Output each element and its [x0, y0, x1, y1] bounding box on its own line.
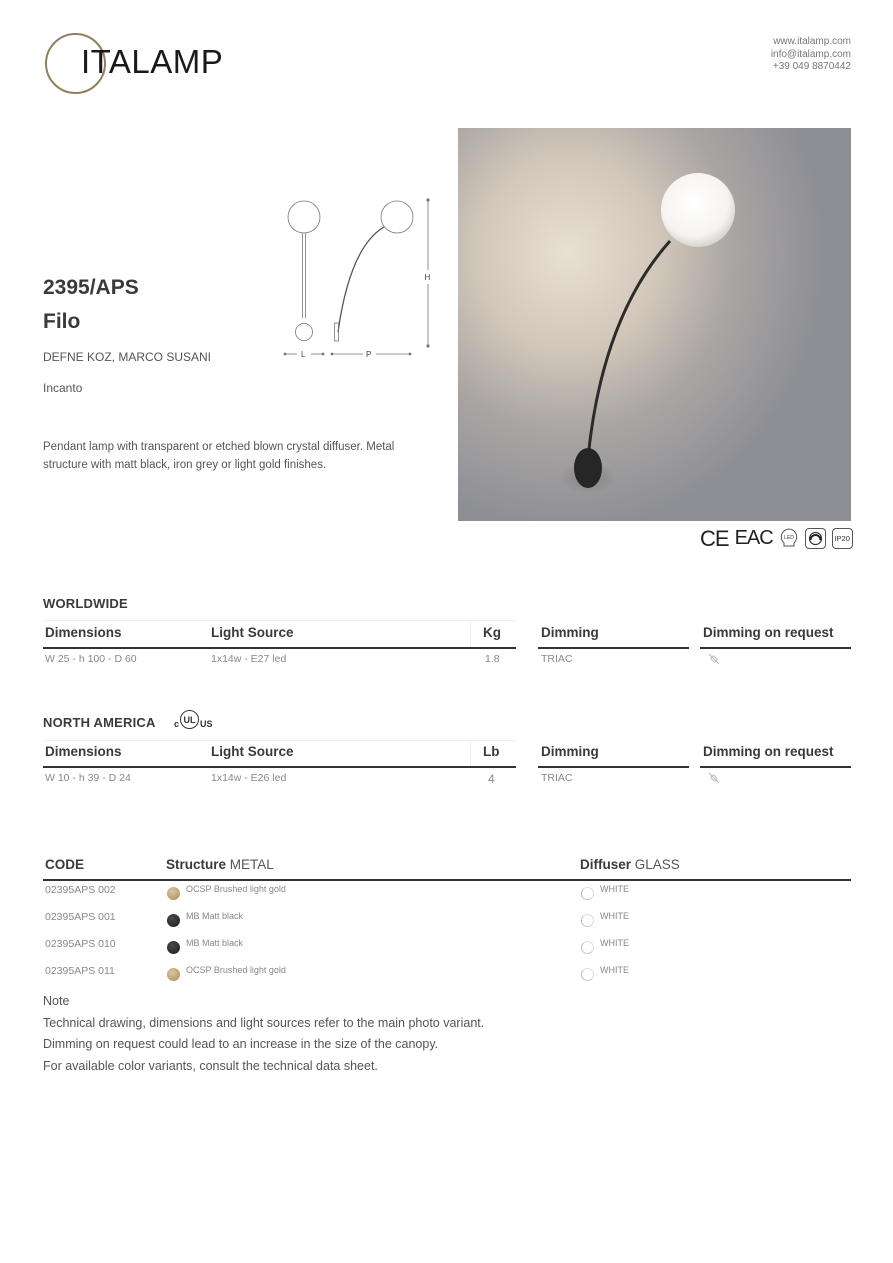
notes-block — [43, 991, 484, 1077]
email-link[interactable]: info@italamp.com — [770, 48, 851, 60]
white-swatch-icon — [581, 968, 594, 981]
dimensions-value: W 10 - h 39 - D 24 — [45, 772, 131, 784]
white-swatch-icon — [581, 941, 594, 954]
structure-finish: MB Matt black — [186, 938, 244, 948]
technical-drawing — [280, 192, 440, 362]
dimmer-plug-icon — [707, 652, 721, 666]
cul-us-mark-icon: c UL US — [174, 710, 213, 729]
white-swatch-icon — [581, 887, 594, 900]
diffuser-finish: WHITE — [600, 965, 629, 975]
col-header-code: CODE — [45, 857, 85, 872]
product-name: Filo — [43, 310, 81, 333]
white-swatch-icon — [581, 914, 594, 927]
col-header-dimming: Dimming — [541, 744, 599, 759]
col-header-structure: Structure METAL — [166, 857, 274, 872]
dimming-value: TRIAC — [541, 772, 573, 784]
weight-value: 4 — [488, 772, 495, 786]
product-code: 2395/APS — [43, 276, 139, 299]
divider — [470, 620, 471, 648]
diffuser-finish: WHITE — [600, 884, 629, 894]
col-header-dimming-on-request: Dimming on request — [703, 744, 834, 759]
black-swatch-icon — [167, 914, 180, 927]
divider — [700, 647, 851, 649]
brand-logo: ITALAMP — [81, 43, 224, 80]
product-photo — [458, 128, 851, 521]
product-code-cell: 02395APS 002 — [45, 884, 116, 896]
width-label: L — [301, 350, 306, 359]
structure-finish: OCSP Brushed light gold — [186, 884, 286, 894]
divider — [43, 766, 516, 768]
depth-label: P — [366, 350, 372, 359]
light-source-value: 1x14w - E26 led — [211, 772, 287, 784]
divider — [43, 740, 516, 741]
dimmer-plug-icon — [707, 771, 721, 785]
height-label: H — [424, 273, 431, 282]
certifications — [700, 526, 853, 551]
product-code-cell: 02395APS 011 — [45, 965, 115, 977]
ce-mark-icon: CE — [700, 526, 729, 551]
eac-mark-icon: EAC — [734, 527, 773, 549]
note-line: For available color variants, consult the technical data sheet. — [43, 1058, 378, 1073]
gold-swatch-icon — [167, 968, 180, 981]
black-swatch-icon — [167, 941, 180, 954]
note-line: Dimming on request could lead to an increase in the size of the canopy. — [43, 1037, 439, 1051]
divider — [43, 879, 851, 881]
collection-name: Incanto — [43, 381, 83, 395]
dimming-value: TRIAC — [541, 653, 573, 665]
divider — [538, 647, 689, 649]
weight-value: 1.8 — [485, 653, 500, 665]
col-header-dimming: Dimming — [541, 625, 599, 640]
divider — [43, 647, 516, 649]
notes-title: Note — [43, 994, 70, 1008]
phone-number: +39 049 8870442 — [772, 61, 851, 72]
divider — [470, 740, 471, 768]
diffuser-finish: WHITE — [600, 938, 629, 948]
divider — [700, 766, 851, 768]
product-code-cell: 02395APS 010 — [45, 938, 116, 950]
col-header-dimming-on-request: Dimming on request — [703, 625, 834, 640]
structure-finish: MB Matt black — [186, 911, 244, 921]
dimmable-icon — [805, 528, 826, 549]
col-header-dimensions: Dimensions — [45, 625, 122, 640]
col-header-weight: Kg — [483, 625, 501, 640]
designers: DEFNE KOZ, MARCO SUSANI — [43, 350, 212, 364]
north-america-title: NORTH AMERICA — [43, 715, 156, 730]
website-link[interactable]: www.italamp.com — [773, 36, 851, 47]
light-source-value: 1x14w - E27 led — [211, 653, 287, 665]
led-icon — [779, 528, 799, 550]
contact-block — [771, 36, 851, 74]
gold-swatch-icon — [167, 887, 180, 900]
divider — [43, 620, 516, 621]
product-description: Pendant lamp with transparent or etched blown crystal diffuser. Metal structure with matt black, iron grey or light gold finishes. — [43, 441, 395, 471]
dimensions-value: W 25 - h 100 - D 60 — [45, 653, 137, 665]
ip-rating-icon: IP20 — [832, 528, 853, 549]
worldwide-title: WORLDWIDE — [43, 596, 128, 611]
product-code-cell: 02395APS 001 — [45, 911, 116, 923]
lamp-illustration — [458, 128, 851, 521]
svg-text:LED: LED — [783, 535, 794, 541]
divider — [538, 766, 689, 768]
note-line: Technical drawing, dimensions and light sources refer to the main photo variant. — [43, 1015, 485, 1030]
col-header-weight: Lb — [483, 744, 500, 759]
col-header-light-source: Light Source — [211, 625, 294, 640]
structure-finish: OCSP Brushed light gold — [186, 965, 286, 975]
col-header-light-source: Light Source — [211, 744, 294, 759]
col-header-diffuser: Diffuser GLASS — [580, 857, 680, 872]
col-header-dimensions: Dimensions — [45, 744, 122, 759]
diffuser-finish: WHITE — [600, 911, 629, 921]
